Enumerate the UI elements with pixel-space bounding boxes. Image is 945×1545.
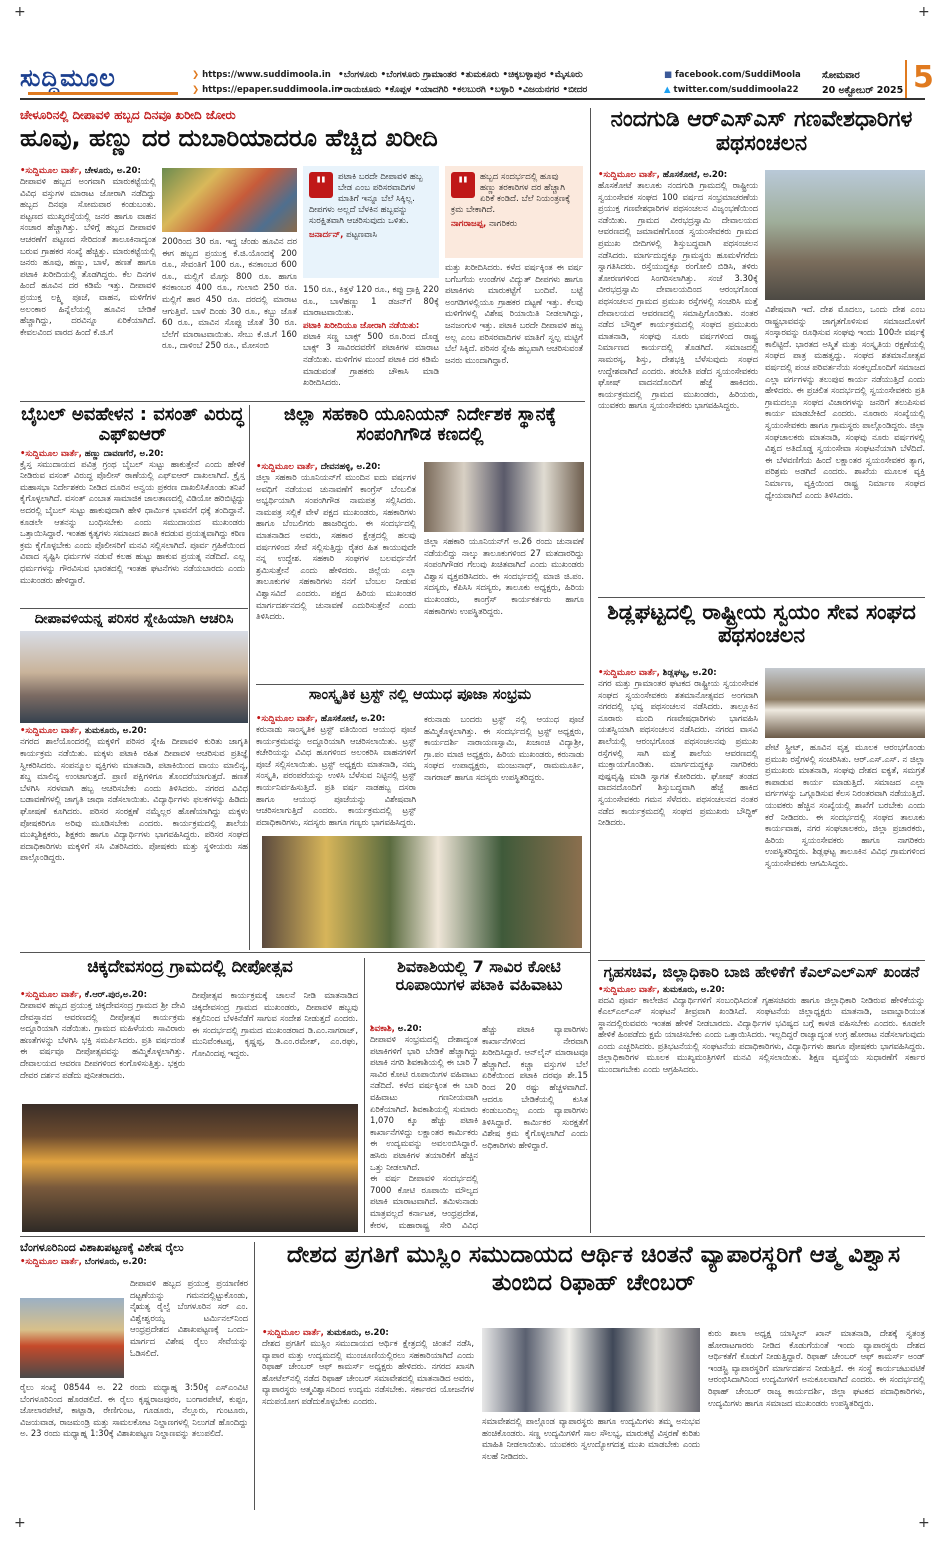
shidlaghatta-march-photo (765, 668, 925, 738)
article-nandagudi-rss (598, 108, 925, 168)
article-headline: ನಂದಗುಡಿ ಆರ್‌ಎಸ್‌ಎಸ್ ಗಣವೇಶಧಾರಿಗಳ ಪಥಸಂಚಲನ (610, 108, 913, 157)
edition-cities (338, 68, 587, 98)
quote-mark-icon: " (309, 172, 333, 198)
article-headline: ಶಿವಕಾಶಿಯಲ್ಲಿ 7 ಸಾವಿರ ಕೋಟಿ ರೂಪಾಯಿಗಳ ಪಟಾಕಿ ವಹಿವಾಟು (395, 958, 563, 994)
pull-quote-1 (303, 166, 439, 278)
article-flowers-column-2 (162, 236, 297, 396)
article-ayudha-column-2 (424, 714, 584, 834)
byline: •ಸುದ್ದಿಮೂಲ ವಾರ್ತೆ, ತುಮಕೂರು, ಅ.20: (598, 984, 725, 995)
dateline (822, 68, 903, 98)
byline: •ಸುದ್ದಿಮೂಲ ವಾರ್ತೆ, ತುಮಕೂರು, ಅ.20: (262, 1328, 389, 1338)
article-eco-deepavali (20, 612, 248, 948)
website-links (192, 68, 340, 98)
article-ayudha-pooja (256, 688, 584, 714)
article-body: ಜಿಲ್ಲಾ ಸಹಕಾರಿ ಯೂನಿಯನ್‌ಗೆ ಅ.26 ರಂದು ಚುನಾವಣೆ ನಡೆಯಲಿದ್ದು ನಾಲ್ಕು ತಾಲೂಕುಗಳಿಂದ 27 ಮತದಾರರಿದ್ದು ಸಂಪಂಗಿಗೌಡರ ಗೆಲುವು ಖಚಿತವಾಗಿದೆ ಎಂದು ಮುಖಂಡರು ವಿಶ್ವಾಸ ವ್ಯಕ್ತಪಡಿಸಿದರು. ಈ ಸಂದರ್ಭದಲ್ಲಿ ಮಾಜಿ ಜಿ.ಪಂ. ಸದಸ್ಯರು, ಕೆಪಿಸಿಸಿ ಸದಸ್ಯರು, ತಾಲೂಕು ಅಧ್ಯಕ್ಷರು, ಹಿರಿಯ ಮುಖಂಡರು, ಕಾಂಗ್ರೆಸ್ ಕಾರ್ಯಕರ್ತರು ಹಾಗೂ ಸಹಕಾರಿಗಳು ಉಪಸ್ಥಿತರಿದ್ದರು. (424, 536, 584, 616)
social-links (664, 68, 801, 98)
facebook-link[interactable]: facebook.com/SuddiMoola (675, 70, 801, 80)
article-subhead: ಪಟಾಕಿ ಖರೀದಿಯೂ ಜೋರಾಗಿ ನಡೆಯಿತು: (303, 320, 420, 331)
newspaper-logo: ಸುದ್ದಿಮೂಲ (20, 64, 116, 92)
column-rule (254, 1242, 255, 1510)
byline: •ಸುದ್ದಿಮೂಲ ವಾರ್ತೆ, ಬೆಂಗಳೂರು, ಅ.20: (20, 1257, 147, 1268)
article-sampangi-column-2 (424, 536, 584, 680)
globe-icon: ❯ (192, 70, 200, 80)
section-rule (256, 684, 584, 685)
article-body: ದೀಪಾವಳಿ ಹಬ್ಬದ ಪ್ರಯುಕ್ತ ಚಿಕ್ಕದೇವಸಂದ್ರ ಗ್ರಾಮದ ಶ್ರೀ ದೇವಿ ದೇವಸ್ಥಾನದ ಆವರಣದಲ್ಲಿ ದೀಪೋತ್ಸವ ಕಾರ್ಯಕ್ರಮ ಅದ್ದೂರಿಯಾಗಿ ನಡೆಯಿತು. ಗ್ರಾಮದ ಮಹಿಳೆಯರು ಸಾವಿರಾರು ಹಣತೆಗಳನ್ನು ಬೆಳಗಿಸಿ ಭಕ್ತಿ ಸಮರ್ಪಿಸಿದರು. ಪ್ರತಿ ವರ್ಷದಂತೆ ಈ ವರ್ಷವೂ ದೀಪೋತ್ಸವವನ್ನು ಹಮ್ಮಿಕೊಳ್ಳಲಾಗಿತ್ತು. ದೇವಾಲಯದ ಆವರಣ ದೀಪಗಳಿಂದ ಕಂಗೊಳಿಸುತ್ತಿತ್ತು. ಭಕ್ತರು ದೇವರ ದರ್ಶನ ಪಡೆದು ಪುನೀತರಾದರು. (20, 1000, 185, 1080)
article-bible-fir (20, 405, 245, 605)
article-headline: ಬೈಬಲ್ ಅವಹೇಳನ : ವಸಂತ್ ವಿರುದ್ಧ ಎಫ್‌ಐಆರ್ (21, 405, 244, 445)
byline: •ಸುದ್ದಿಮೂಲ ವಾರ್ತೆ, ದೇವನಹಳ್ಳಿ, ಅ.20: (256, 462, 381, 472)
article-ayudha-column-1 (256, 714, 416, 834)
column-rule (364, 958, 365, 1233)
article-body: ಕುರು ಶಾಲಾ ಅಧ್ಯಕ್ಷ ಯಾಸ್ಮೀನ್ ಖಾನ್ ಮಾತನಾಡಿ, ದೇಶಕ್ಕೆ ಸ್ವತಂತ್ರ ಹೋರಾಟಗಾರರು ನೀಡಿದ ಕೊಡುಗೆಯಂತೆ ಇಂದು ವ್ಯಾಪಾರಸ್ಥರು ದೇಶದ ಆರ್ಥಿಕತೆಗೆ ಕೊಡುಗೆ ನೀಡುತ್ತಿದ್ದಾರೆ. ರಿಫಾಹ್ ಚೇಂಬರ್ ಆಫ್ ಕಾಮರ್ಸ್ ಅಂಡ್ ಇಂಡಸ್ಟ್ರಿ ವ್ಯಾಪಾರಸ್ಥರಿಗೆ ಮಾರ್ಗದರ್ಶನ ನೀಡುತ್ತಿದೆ. ಈ ಸಂಸ್ಥೆ ಕಾರ್ಯಚಟುವಟಿಕೆ ಆರಂಭಿಸಿದಾಗಿನಿಂದ ಉದ್ಯಮಿಗಳಿಗೆ ಅನುಕೂಲವಾಗಿದೆ ಎಂದರು. ಈ ಸಂದರ್ಭದಲ್ಲಿ ರಿಫಾಹ್ ಚೇಂಬರ್ ರಾಜ್ಯ ಕಾರ್ಯದರ್ಶಿ, ಜಿಲ್ಲಾ ಘಟಕದ ಪದಾಧಿಕಾರಿಗಳು, ಉದ್ಯಮಿಗಳು ಹಾಗೂ ಸಮಾಜದ ಮುಖಂಡರು ಉಪಸ್ಥಿತರಿದ್ದರು. (708, 1328, 925, 1408)
article-body: ದೀಪಾವಳಿ ಹಬ್ಬದ ಅಂಗವಾಗಿ ಮಾರುಕಟ್ಟೆಯಲ್ಲಿ ವಿವಿಧ ವಸ್ತುಗಳ ಮಾರಾಟ ಜೋರಾಗಿ ನಡೆದಿದ್ದು ಹಬ್ಬದ ದಿನವೂ ಸೋಮವಾರ ಕಂಡುಬಂತು. ಪಟ್ಟಣದ ಮುಖ್ಯರಸ್ತೆಯಲ್ಲಿ ಜನರ ಹಾಗೂ ವಾಹನ ಸಂಚಾರ ಹೆಚ್ಚಾಗಿತ್ತು. ಬೆಳಿಗ್ಗೆ ಹಬ್ಬದ ದೀಪಾವಳಿ ಆಚರಣೆಗೆ ಪಟ್ಟಣದ ಸೇರಿದಂತೆ ತಾಲೂಕಿನಾದ್ಯಂತ ಬರುವ ಗ್ರಾಹಕರ ಸಂಖ್ಯೆ ಹೆಚ್ಚಿತ್ತು. ಮಾರುಕಟ್ಟೆಯಲ್ಲಿ ಜನರು ಹೂವು, ಹಣ್ಣು, ಬಾಳೆ, ಹಣತೆ ಹಾಗೂ ಪಟಾಕಿ ಖರೀದಿಯಲ್ಲಿ ತೊಡಗಿದ್ದರು. ಕೆಲ ದಿನಗಳ ಹಿಂದೆ ಹೂವಿನ ದರ ಕಡಿಮೆ ಇತ್ತು. ದೀಪಾವಳಿ ಪ್ರಯುಕ್ತ ಲಕ್ಷ್ಮಿ ಪೂಜೆ, ವಾಹನ, ಮಳಿಗೆಗಳ ಅಲಂಕಾರ ಹಿನ್ನೆಲೆಯಲ್ಲಿ ಹೂವಿನ ಬೇಡಿಕೆ ಹೆಚ್ಚಾಗಿದ್ದು, ದರವಿನ್ನೂ ಏರಿಕೆಯಾಗಿದೆ. ಕೇವಲವಿಂದ ವಾರದ ಹಿಂದೆ ಕೆ.ಜಿ.ಗೆ (20, 176, 156, 337)
quote-text: ಹಬ್ಬದ ಸಂದರ್ಭದಲ್ಲಿ ಹೂವು ಹಣ್ಣು ತರಕಾರಿಗಳ ದರ ಹೆಚ್ಚಾಗಿ ಏರಿಕೆ ಕಂಡಿದೆ. ಬೆಲೆ ನಿಯಂತ್ರಣಕ್ಕೆ ಕ್ರಮ ಬೇಕಾಗಿದೆ. (451, 172, 571, 215)
article-klls-condemn (598, 964, 925, 1232)
article-flowers-column-4 (445, 262, 583, 396)
article-headline: ಚಿಕ್ಕದೇವಸಂದ್ರ ಗ್ರಾಮದಲ್ಲಿ ದೀಪೋತ್ಸವ (87, 958, 293, 977)
article-shidlaghatta-rss (598, 601, 925, 667)
article-sampangi-column-1 (256, 462, 416, 680)
page-number: 5 (905, 60, 934, 98)
website-link[interactable]: https://www.suddimoola.in (202, 70, 331, 80)
market-photo (162, 168, 297, 232)
quote-mark-icon: " (451, 172, 475, 198)
article-body: ಸಮಾವೇಶದಲ್ಲಿ ಪಾಲ್ಗೊಂಡ ವ್ಯಾಪಾರಸ್ಥರು ಹಾಗೂ ಉದ್ಯಮಿಗಳು ತಮ್ಮ ಅನುಭವ ಹಂಚಿಕೊಂಡರು. ಸಣ್ಣ ಉದ್ಯಮಿಗಳಿಗೆ ಸಾಲ ಸೌಲಭ್ಯ, ಮಾರುಕಟ್ಟೆ ವಿಸ್ತರಣೆ ಕುರಿತು ಮಾಹಿತಿ ನೀಡಲಾಯಿತು. ಯುವಕರು ಸ್ವಉದ್ಯೋಗದತ್ತ ಮುಖ ಮಾಡಬೇಕು ಎಂದು ಸಲಹೆ ನೀಡಿದರು. (482, 1416, 700, 1461)
registration-mark-top-right: + (918, 4, 930, 20)
section-rule (598, 960, 925, 961)
quote-author-role: ಪಟ್ಟಣವಾಸಿ (346, 230, 378, 240)
article-body: ದೇಶದ ಪ್ರಗತಿಗೆ ಮುಸ್ಲಿಂ ಸಮುದಾಯದ ಆರ್ಥಿಕ ಕ್ಷೇತ್ರದಲ್ಲಿ ಚಿಂತನೆ ನಡೆಸಿ, ವ್ಯಾಪಾರ ಮತ್ತು ಉದ್ಯಮದಲ್ಲಿ ಮುಂಚೂಣಿಯಲ್ಲಿರಲು ಸಹಕಾರಿಯಾಗಿದೆ ಎಂದು ರಿಫಾಹ್ ಚೇಂಬರ್ ಆಫ್ ಕಾಮರ್ಸ್ ಅಧ್ಯಕ್ಷರು ಹೇಳಿದರು. ನಗರದ ಖಾಸಗಿ ಹೋಟೆಲ್‌ನಲ್ಲಿ ನಡೆದ ರಿಫಾಹ್ ಚೇಂಬರ್ ಸಮಾವೇಶದಲ್ಲಿ ಮಾತನಾಡಿದ ಅವರು, ವ್ಯಾಪಾರಸ್ಥರು ಆತ್ಮವಿಶ್ವಾಸದಿಂದ ಉದ್ಯಮ ನಡೆಸಬೇಕು. ಸರ್ಕಾರದ ಯೋಜನೆಗಳ ಸದುಪಯೋಗ ಪಡೆದುಕೊಳ್ಳಬೇಕು ಎಂದರು. (262, 1338, 474, 1406)
globe-icon: ❯ (192, 85, 200, 95)
article-shidlaghatta-column-2 (765, 742, 925, 958)
article-body: ವಿಶೇಷವಾಗಿ ಇದೆ. ದೇಶ ಮೊದಲು, ಒಂದು ದೇಶ ಎಂಬ ರಾಷ್ಟ್ರಭಾವವನ್ನು ಜಾಗೃತಗೊಳಿಸುವ ಸಮಾಜದೊಳಗೆ ಸಂಸ್ಕಾರವನ್ನು ರೂಢಿಸುವ ಸಂಘವು ಇಂದು 100ನೇ ವರ್ಷಕ್ಕೆ ಕಾಲಿಟ್ಟಿದೆ. ಭಾರತದ ಅಸ್ಮಿತೆ ಮತ್ತು ಸಂಸ್ಕೃತಿಯ ರಕ್ಷಣೆಯಲ್ಲಿ ಸಂಘದ ಪಾತ್ರ ಮಹತ್ವದ್ದು. ಸಂಘದ ಶತಮಾನೋತ್ಸವ ವರ್ಷದಲ್ಲಿ ಪಂಚ ಪರಿವರ್ತನೆಯ ಸಂಕಲ್ಪದೊಂದಿಗೆ ಸಮಾಜದ ಎಲ್ಲಾ ವರ್ಗಗಳನ್ನು ತಲುಪುವ ಕಾರ್ಯ ನಡೆಯುತ್ತಿದೆ ಎಂದು ಹೇಳಿದರು. ಈ ಪ್ರಚಲಿತ ಸಂದರ್ಭದಲ್ಲಿ ಸ್ವಯಂಸೇವಕರು ಪ್ರತಿ ಗ್ರಾಮದಲ್ಲೂ ಸಂಘದ ವಿಚಾರಗಳನ್ನು ಜನರಿಗೆ ತಲುಪಿಸುವ ಕಾರ್ಯ ಮಾಡಬೇಕಿದೆ ಎಂದರು. ನೂರಾರು ಸಂಖ್ಯೆಯಲ್ಲಿ ಸ್ವಯಂಸೇವಕರು ಹಾಗೂ ಗ್ರಾಮಸ್ಥರು ಪಾಲ್ಗೊಂಡಿದ್ದರು. ಜಿಲ್ಲಾ ಸಂಘಚಾಲಕರು ಮಾತನಾಡಿ, ಸಂಘವು ನೂರು ವರ್ಷಗಳಲ್ಲಿ ವಿಶ್ವದ ಅತಿದೊಡ್ಡ ಸ್ವಯಂಸೇವಾ ಸಂಘಟನೆಯಾಗಿ ಬೆಳೆದಿದೆ. ಈ ಬೆಳವಣಿಗೆಯ ಹಿಂದೆ ಲಕ್ಷಾಂತರ ಸ್ವಯಂಸೇವಕರ ತ್ಯಾಗ, ಪರಿಶ್ರಮ ಅಡಗಿದೆ ಎಂದರು. ಶಾಖೆಯ ಮೂಲಕ ವ್ಯಕ್ತಿ ನಿರ್ಮಾಣ, ವ್ಯಕ್ತಿಯಿಂದ ರಾಷ್ಟ್ರ ನಿರ್ಮಾಣ ಸಂಘದ ಧ್ಯೇಯವಾಗಿದೆ ಎಂದು ತಿಳಿಸಿದರು. (765, 304, 925, 500)
article-body: ಹೆಚ್ಚು ಪಟಾಕಿ ವ್ಯಾಪಾರಿಗಳು ಕಾರ್ಖಾನೆಗಳಿಂದ ನೇರವಾಗಿ ಖರೀದಿಸಿದ್ದಾರೆ. ಆನ್‌ಲೈನ್ ಮಾರಾಟವೂ ಹೆಚ್ಚಾಗಿದೆ. ಕಚ್ಚಾ ವಸ್ತುಗಳ ಬೆಲೆ ಏರಿಕೆಯಿಂದ ಪಟಾಕಿ ದರವೂ ಶೇ.15 ರಿಂದ 20 ರಷ್ಟು ಹೆಚ್ಚಳವಾಗಿದೆ. ಆದರೂ ಬೇಡಿಕೆಯಲ್ಲಿ ಕುಸಿತ ಕಂಡುಬಂದಿಲ್ಲ ಎಂದು ವ್ಯಾಪಾರಿಗಳು ತಿಳಿಸಿದ್ದಾರೆ. ಕಾರ್ಮಿಕರ ಸುರಕ್ಷತೆಗೆ ವಿಶೇಷ ಕ್ರಮ ಕೈಗೊಳ್ಳಲಾಗಿದೆ ಎಂದು ಅಧಿಕಾರಿಗಳು ಹೇಳಿದ್ದಾರೆ. (482, 1024, 588, 1150)
article-flowers-column-3 (303, 284, 439, 396)
quote-author: ಜನಾರ್ದನ್, (309, 230, 344, 240)
article-sampangi-gowda (256, 405, 584, 461)
twitter-link[interactable]: twitter.com/suddimoola22 (673, 85, 799, 95)
article-rifah-chamber (262, 1242, 925, 1322)
nomination-photo (424, 462, 584, 532)
article-shidlaghatta-column-1 (598, 668, 758, 958)
cities-row-1: •ಬೆಂಗಳೂರು •ಬೆಂಗಳೂರು ಗ್ರಾಮಾಂತರ •ತುಮಕೂರು •ಚಿಕ್ಕಬಳ್ಳಾಪುರ •ಮೈಸೂರು (338, 70, 583, 80)
article-headline: ಗೃಹಸಚಿವ, ಜಿಲ್ಲಾಧಿಕಾರಿ ಬಾಜಿ ಹೇಳಿಕೆಗೆ ಕೆಎಲ್‌ಎಲ್‌ಎಸ್ ಖಂಡನೆ (603, 964, 920, 981)
article-sivakasi (370, 958, 588, 1018)
article-rifah-column-1 (262, 1328, 474, 1510)
article-headline: ದೀಪಾವಳಿಯನ್ನ ಪರಿಸರ ಸ್ನೇಹಿಯಾಗಿ ಆಚರಿಸಿ (34, 612, 234, 627)
article-body: 200ರಿಂದ 30 ರೂ. ಇದ್ದ ಚೆಂಡು ಹೂವಿನ ದರ ಈಗ ಹಬ್ಬದ ಪ್ರಯುಕ್ತ ಕೆ.ಜಿ.ಯೊಂದಕ್ಕೆ 200 ರೂ., ಸೇವಂತಿಗೆ 100 ರೂ., ಕನಕಾಂಬರ 600 ರೂ., ಮಲ್ಲಿಗೆ ಮೊಗ್ಗು 800 ರೂ. ಹಾಗೂ ಕನಕಾಂಬರ 400 ರೂ., ಗುಲಾಬಿ 250 ರೂ. ಮಲ್ಲಿಗೆ ಹಾರ 450 ರೂ. ದರದಲ್ಲಿ ಮಾರಾಟ ಆಗುತ್ತಿವೆ. ಬಾಳೆ ದಿಂಡು 30 ರೂ., ಕಬ್ಬು ಜೊತೆ 60 ರೂ., ಮಾವಿನ ಸೊಪ್ಪು ಜೊತೆ 30 ರೂ. ಬೆಲೆಗೆ ಮಾರಾಟವಾಯಿತು. ಸೇಬು ಕೆ.ಜಿ.ಗೆ 160 ರೂ., ದಾಳಿಂಬೆ 250 ರೂ., ಮೋಸಂಬಿ (162, 236, 297, 351)
article-rifah-column-3 (708, 1328, 925, 1510)
rifah-chamber-photo (482, 1328, 700, 1412)
article-chikkadevasandra-column-1 (20, 990, 185, 1100)
article-chikkadevasandra-column-2 (192, 990, 358, 1100)
byline: •ಸುದ್ದಿಮೂಲ ವಾರ್ತೆ, ಚೇಳೂರು, ಅ.20: (20, 166, 141, 176)
section-rule (20, 608, 248, 609)
column-rule (249, 405, 250, 950)
section-rule (20, 952, 590, 953)
byline: •ಸುದ್ದಿಮೂಲ ವಾರ್ತೆ, ಕೆ.ಆರ್.ಪುರ,ಅ.20: (20, 990, 147, 1000)
article-sivakasi-column-1 (370, 1024, 478, 1232)
article-headline: ದೇಶದ ಪ್ರಗತಿಗೆ ಮುಸ್ಲಿಂ ಸಮುದಾಯದ ಆರ್ಥಿಕ ಚಿಂತನೆ ವ್ಯಾಪಾರಸ್ಥರಿಗೆ ಆತ್ಮ ವಿಶ್ವಾಸ ತುಂಬಿದ ರಿಫಾಹ್ ಚೇಂಬರ್ (286, 1242, 901, 1296)
students-photo (20, 631, 248, 723)
registration-mark-bottom-left: + (14, 1515, 26, 1531)
article-body: ದೀಪೋತ್ಸವ ಕಾರ್ಯಕ್ರಮಕ್ಕೆ ಚಾಲನೆ ನೀಡಿ ಮಾತನಾಡಿದ ಚಿಕ್ಕದೇವಸಂದ್ರ ಗ್ರಾಮದ ಮುಖಂಡರು, ದೀಪಾವಳಿ ಹಬ್ಬವು ಕತ್ತಲಿನಿಂದ ಬೆಳಕಿನೆಡೆಗೆ ಸಾಗುವ ಸಂದೇಶ ನೀಡುತ್ತದೆ ಎಂದರು. ಈ ಸಂದರ್ಭದಲ್ಲಿ ಗ್ರಾಮದ ಮುಖಂಡರಾದ ಡಿ.ಎಂ.ನಾಗರಾಜ್, ಮುನಿವೆಂಕಟಪ್ಪ, ಕೃಷ್ಣಪ್ಪ, ಡಿ.ಎಂ.ರಮೇಶ್, ಎಂ.ರಘು, ಗೋವಿಂದಪ್ಪ ಇದ್ದರು. (192, 990, 358, 1058)
article-body: ಕರುನಾಡು ಸಾಂಸ್ಕೃತಿಕ ಟ್ರಸ್ಟ್ ವತಿಯಿಂದ ಆಯುಧ ಪೂಜೆ ಕಾರ್ಯಕ್ರಮವನ್ನು ಅದ್ದೂರಿಯಾಗಿ ಆಚರಿಸಲಾಯಿತು. ಟ್ರಸ್ಟ್ ಕಚೇರಿಯನ್ನು ವಿವಿಧ ಹೂಗಳಿಂದ ಅಲಂಕರಿಸಿ ವಾಹನಗಳಿಗೆ ಪೂಜೆ ಸಲ್ಲಿಸಲಾಯಿತು. ಟ್ರಸ್ಟ್ ಅಧ್ಯಕ್ಷರು ಮಾತನಾಡಿ, ನಮ್ಮ ಸಂಸ್ಕೃತಿ, ಪರಂಪರೆಯನ್ನು ಉಳಿಸಿ ಬೆಳೆಸುವ ನಿಟ್ಟಿನಲ್ಲಿ ಟ್ರಸ್ಟ್ ಕಾರ್ಯನಿರ್ವಹಿಸುತ್ತಿದೆ. ಪ್ರತಿ ವರ್ಷ ನಾಡಹಬ್ಬ ದಸರಾ ಹಾಗೂ ಆಯುಧ ಪೂಜೆಯನ್ನು ವಿಶೇಷವಾಗಿ ಆಚರಿಸಲಾಗುತ್ತಿದೆ ಎಂದರು. ಕಾರ್ಯಕ್ರಮದಲ್ಲಿ ಟ್ರಸ್ಟ್ ಪದಾಧಿಕಾರಿಗಳು, ಸದಸ್ಯರು ಹಾಗೂ ಗಣ್ಯರು ಭಾಗವಹಿಸಿದ್ದರು. (256, 724, 416, 827)
article-headline: ಹೂವು, ಹಣ್ಣು ದರ ದುಬಾರಿಯಾದರೂ ಹೆಚ್ಚಿದ ಖರೀದಿ (20, 124, 438, 152)
article-body: ಪೇಟೆ ಸ್ಟ್ರೀಟ್, ಹೂವಿನ ವೃತ್ತ ಮೂಲಕ ಆರಂಭಗೊಂಡು ಪ್ರಮುಖ ರಸ್ತೆಗಳಲ್ಲಿ ಸಂಚರಿಸಿತು. ಆರ್.ಎಸ್.ಎಸ್. ನ ಜಿಲ್ಲಾ ಪ್ರಮುಖರು ಮಾತನಾಡಿ, ಸಂಘವು ದೇಶದ ಐಕ್ಯತೆ, ಸಮಗ್ರತೆ ಕಾಪಾಡುವ ಕಾರ್ಯ ಮಾಡುತ್ತಿದೆ. ಸಮಾಜದ ಎಲ್ಲಾ ವರ್ಗಗಳನ್ನು ಒಗ್ಗೂಡಿಸುವ ಕೆಲಸ ನಿರಂತರವಾಗಿ ನಡೆಯುತ್ತಿದೆ. ಯುವಕರು ಹೆಚ್ಚಿನ ಸಂಖ್ಯೆಯಲ್ಲಿ ಶಾಖೆಗೆ ಬರಬೇಕು ಎಂದು ಕರೆ ನೀಡಿದರು. ಈ ಸಂದರ್ಭದಲ್ಲಿ ಸಂಘದ ತಾಲೂಕು ಕಾರ್ಯವಾಹ, ನಗರ ಸಂಘಚಾಲಕರು, ಜಿಲ್ಲಾ ಪ್ರಚಾರಕರು, ಹಿರಿಯ ಸ್ವಯಂಸೇವಕರು ಹಾಗೂ ನಾಗರಿಕರು ಉಪಸ್ಥಿತರಿದ್ದರು. ಶಿಡ್ಲಘಟ್ಟ ತಾಲೂಕಿನ ವಿವಿಧ ಗ್ರಾಮಗಳಿಂದ ಸ್ವಯಂಸೇವಕರು ಆಗಮಿಸಿದ್ದರು. (765, 742, 925, 868)
quote-text: ಪಟಾಕಿ ಬರದೇ ದೀಪಾವಳಿ ಹಬ್ಬ ಬೇಡ ಎಂಬ ಪರಿಸರವಾದಿಗಳ ಮಾತಿಗೆ ಇನ್ನೂ ಬೆಲೆ ಸಿಕ್ಕಿಲ್ಲ. ದೀಪಗಳು ಅಲ್ಲದೆ ಬೆಳಕಿನ ಹಬ್ಬವನ್ನು ಸುರಕ್ಷಿತವಾಗಿ ಆಚರಿಸುವುದು ಒಳಿತು. (309, 172, 423, 226)
article-headline: ಜಿಲ್ಲಾ ಸಹಕಾರಿ ಯೂನಿಯನ್ ನಿರ್ದೇಶಕ ಸ್ಥಾನಕ್ಕೆ ಸಂಪಂಗಿಗೌಡ ಕಣದಲ್ಲಿ (283, 405, 557, 445)
section-rule (598, 597, 925, 598)
article-body: ಜಿಲ್ಲಾ ಸಹಕಾರಿ ಯೂನಿಯನ್‌ಗೆ ಮುಂದಿನ ಐದು ವರ್ಷಗಳ ಅವಧಿಗೆ ನಡೆಯುವ ಚುನಾವಣೆಗೆ ಕಾಂಗ್ರೆಸ್ ಬೆಂಬಲಿತ ಅಭ್ಯರ್ಥಿಯಾಗಿ ಸಂಪಂಗಿಗೌಡ ನಾಮಪತ್ರ ಸಲ್ಲಿಸಿದರು. ನಾಮಪತ್ರ ಸಲ್ಲಿಕೆ ವೇಳೆ ಪಕ್ಷದ ಮುಖಂಡರು, ಸಹಕಾರಿಗಳು ಹಾಗೂ ಬೆಂಬಲಿಗರು ಹಾಜರಿದ್ದರು. ಈ ಸಂದರ್ಭದಲ್ಲಿ ಮಾತನಾಡಿದ ಅವರು, ಸಹಕಾರ ಕ್ಷೇತ್ರದಲ್ಲಿ ಹಲವು ವರ್ಷಗಳಿಂದ ಸೇವೆ ಸಲ್ಲಿಸುತ್ತಿದ್ದು ರೈತರ ಹಿತ ಕಾಯುವುದೇ ನನ್ನ ಉದ್ದೇಶ. ಸಹಕಾರಿ ಸಂಘಗಳ ಬಲವರ್ಧನೆಗೆ ಶ್ರಮಿಸುತ್ತೇನೆ ಎಂದು ಹೇಳಿದರು. ಜಿಲ್ಲೆಯ ಎಲ್ಲಾ ತಾಲೂಕುಗಳ ಸಹಕಾರಿಗಳು ನನಗೆ ಬೆಂಬಲ ನೀಡುವ ವಿಶ್ವಾಸವಿದೆ ಎಂದರು. ಪಕ್ಷದ ಹಿರಿಯ ಮುಖಂಡರ ಮಾರ್ಗದರ್ಶನದಲ್ಲಿ ಚುನಾವಣೆ ಎದುರಿಸುತ್ತೇನೆ ಎಂದು ತಿಳಿಸಿದರು. (256, 472, 416, 622)
article-body: ಪದವಿ ಪೂರ್ವ ಕಾಲೇಜಿನ ವಿದ್ಯಾರ್ಥಿಗಳಿಗೆ ಸಂಬಂಧಿಸಿದಂತೆ ಗೃಹಸಚಿವರು ಹಾಗೂ ಜಿಲ್ಲಾಧಿಕಾರಿ ನೀಡಿರುವ ಹೇಳಿಕೆಯನ್ನು ಕೆಎಲ್‌ಎಲ್‌ಎಸ್ ಸಂಘಟನೆ ತೀವ್ರವಾಗಿ ಖಂಡಿಸಿದೆ. ಸಂಘಟನೆಯ ಜಿಲ್ಲಾಧ್ಯಕ್ಷರು ಮಾತನಾಡಿ, ಜವಾಬ್ದಾರಿಯುತ ಸ್ಥಾನದಲ್ಲಿರುವವರು ಇಂತಹ ಹೇಳಿಕೆ ನೀಡಬಾರದು. ವಿದ್ಯಾರ್ಥಿಗಳ ಭವಿಷ್ಯದ ಬಗ್ಗೆ ಕಾಳಜಿ ವಹಿಸಬೇಕು ಎಂದರು. ಕೂಡಲೇ ಹೇಳಿಕೆ ಹಿಂಪಡೆದು ಕ್ಷಮೆ ಯಾಚಿಸಬೇಕು ಎಂದು ಒತ್ತಾಯಿಸಿದರು. ಇಲ್ಲದಿದ್ದರೆ ರಾಜ್ಯಾದ್ಯಂತ ಉಗ್ರ ಹೋರಾಟ ನಡೆಸಲಾಗುವುದು ಎಂದು ಎಚ್ಚರಿಸಿದರು. ಪ್ರತಿಭಟನೆಯಲ್ಲಿ ಸಂಘಟನೆಯ ಪದಾಧಿಕಾರಿಗಳು, ವಿದ್ಯಾರ್ಥಿಗಳು ಹಾಗೂ ಪೋಷಕರು ಭಾಗವಹಿಸಿದ್ದರು. ಜಿಲ್ಲಾಧಿಕಾರಿಗಳ ಮೂಲಕ ಮುಖ್ಯಮಂತ್ರಿಗಳಿಗೆ ಮನವಿ ಸಲ್ಲಿಸಲಾಯಿತು. ಶಿಕ್ಷಣ ವ್ಯವಸ್ಥೆಯ ಸುಧಾರಣೆಗೆ ಸರ್ಕಾರ ಮುಂದಾಗಬೇಕು ಎಂದು ಆಗ್ರಹಿಸಿದರು. (598, 994, 925, 1075)
article-chikkadevasandra (20, 958, 360, 986)
registration-mark-top-left: + (14, 4, 26, 20)
article-body: ಈ ವರ್ಷ ದೀಪಾವಳಿ ಸಂದರ್ಭದಲ್ಲಿ 7000 ಕೋಟಿ ರೂಪಾಯಿ ಮೌಲ್ಯದ ಪಟಾಕಿ ಮಾರಾಟವಾಗಿದೆ. ತಮಿಳುನಾಡು ಮಾತ್ರವಲ್ಲದೆ ಕರ್ನಾಟಕ, ಆಂಧ್ರಪ್ರದೇಶ, ಕೇರಳ, ಮಹಾರಾಷ್ಟ್ರ ಸೇರಿ ವಿವಿಧ (370, 1173, 478, 1230)
masthead (20, 60, 934, 100)
weekday: ಸೋಮವಾರ (822, 70, 860, 81)
article-body: ಪಟಾಕಿ ಸಣ್ಣ ಬಾಕ್ಸ್ 500 ರೂ.ರಿಂದ ದೊಡ್ಡ ಬಾಕ್ಸ್ 3 ಸಾವಿರದವರೆಗೆ ಪಟಾಕಿಗಳ ಮಾರಾಟ ನಡೆಯಿತು. ಮಳಿಗೆಗಳ ಮುಂದೆ ಪಟಾಕಿ ದರ ಕಡಿಮೆ ಮಾಡುವಂತೆ ಗ್ರಾಹಕರು ಚೌಕಾಸಿ ಮಾಡಿ ಖರೀದಿಸಿದರು. (303, 330, 439, 388)
article-body: ನಗರ ಮತ್ತು ಗ್ರಾಮಾಂತರ ಘಟಕದ ರಾಷ್ಟ್ರೀಯ ಸ್ವಯಂಸೇವಕ ಸಂಘದ ಸ್ವಯಂಸೇವಕರು ಶತಮಾನೋತ್ಸವದ ಅಂಗವಾಗಿ ನಗರದಲ್ಲಿ ಭವ್ಯ ಪಥಸಂಚಲನ ನಡೆಸಿದರು. ತಾಲ್ಲೂಕಿನ ನೂರಾರು ಮಂದಿ ಗಣವೇಷಧಾರಿಗಳು ಭಾಗವಹಿಸಿ ಯಶಸ್ವಿಯಾಗಿ ಪಥಸಂಚಲನ ನಡೆಸಿದರು. ನಗರದ ವಾಸವಿ ಶಾಲೆಯಲ್ಲಿ ಆರಂಭಗೊಂಡ ಪಥಸಂಚಲನವು ಪ್ರಮುಖ ರಸ್ತೆಗಳಲ್ಲಿ ಸಾಗಿ ಮತ್ತೆ ಶಾಲೆಯ ಆವರಣದಲ್ಲಿ ಮುಕ್ತಾಯಗೊಂಡಿತು. ಮಾರ್ಗದುದ್ದಕ್ಕೂ ನಾಗರಿಕರು ಪುಷ್ಪವೃಷ್ಟಿ ಮಾಡಿ ಸ್ವಾಗತ ಕೋರಿದರು. ಘೋಷ್ ತಂಡದ ವಾದನದೊಂದಿಗೆ ಶಿಸ್ತುಬದ್ಧವಾಗಿ ಹೆಜ್ಜೆ ಹಾಕಿದ ಸ್ವಯಂಸೇವಕರು ಗಮನ ಸೆಳೆದರು. ಪಥಸಂಚಲನದ ನಂತರ ನಡೆದ ಕಾರ್ಯಕ್ರಮದಲ್ಲಿ ಸಂಘದ ಪ್ರಮುಖರು ಬೌದ್ಧಿಕ್ ನೀಡಿದರು. (598, 678, 758, 828)
article-rifah-column-2 (482, 1416, 700, 1510)
registration-mark-bottom-right: + (918, 1515, 930, 1531)
article-kicker: ಚೇಳೂರಿನಲ್ಲಿ ದೀಪಾವಳಿ ಹಬ್ಬದ ದಿನವೂ ಖರೀದಿ ಜೋರು (20, 108, 236, 122)
article-body: ಕರುನಾಡು ಬಂದರು ಟ್ರಸ್ಟ್ ನಲ್ಲಿ ಆಯುಧ ಪೂಜೆ ಹಮ್ಮಿಕೊಳ್ಳಲಾಗಿತ್ತು. ಈ ಸಂದರ್ಭದಲ್ಲಿ ಟ್ರಸ್ಟ್ ಅಧ್ಯಕ್ಷರು, ಕಾರ್ಯದರ್ಶಿ ನಾರಾಯಣಸ್ವಾಮಿ, ಖಜಾಂಚಿ ವಿದ್ಯಾಶ್ರೀ, ಗ್ರಾ.ಪಂ ಮಾಜಿ ಅಧ್ಯಕ್ಷರು, ಹಿರಿಯ ಮುಖಂಡರು, ಕರುನಾಡು ಸಂಘದ ಉಪಾಧ್ಯಕ್ಷರು, ಮಂಜುನಾಥ್, ರಾಮಮೂರ್ತಿ, ನಾಗರಾಜ್ ಹಾಗೂ ಸದಸ್ಯರು ಉಪಸ್ಥಿತರಿದ್ದರು. (424, 714, 584, 782)
article-train-column-2 (20, 1382, 248, 1510)
article-headline: ಬೆಂಗಳೂರಿನಿಂದ ವಿಶಾಖಪಟ್ಟಣಕ್ಕೆ ವಿಶೇಷ ರೈಲು (20, 1242, 184, 1254)
quote-author: ನಾಗರಾಜಪ್ಪ, (451, 219, 487, 229)
byline: •ಸುದ್ದಿಮೂಲ ವಾರ್ತೆ, ಶಿಡ್ಲಘಟ್ಟ, ಅ.20: (598, 668, 717, 678)
article-body: ದೀಪಾವಳಿ ಹಬ್ಬದ ಪ್ರಯುಕ್ತ ಪ್ರಯಾಣಿಕರ ದಟ್ಟಣೆಯನ್ನು ಗಮನದಲ್ಲಿಟ್ಟುಕೊಂಡು, ನೈಋತ್ಯ ರೈಲ್ವೆ ಬೆಂಗಳೂರಿನ ಸರ್ ಎಂ. ವಿಶ್ವೇಶ್ವರಯ್ಯ ಟರ್ಮಿನಲ್‌ನಿಂದ ಆಂಧ್ರಪ್ರದೇಶದ ವಿಶಾಖಪಟ್ಟಣಕ್ಕೆ ಒಂದು-ಮಾರ್ಗದ ವಿಶೇಷ ರೈಲು ಸೇವೆಯನ್ನು ಓಡಿಸಲಿದೆ. (130, 1278, 248, 1358)
article-body: ಮತ್ತು ಖರೀದಿಸಿದರು. ಕಳೆದ ವರ್ಷಕ್ಕಿಂತ ಈ ವರ್ಷ ಬಗೆಬಗೆಯ ಉಂಡೆಗಳ ವಿದ್ಯುತ್ ದೀಪಗಳು ಹಾಗೂ ಪಟಾಕಿಗಳು ಮಾರುಕಟ್ಟೆಗೆ ಬಂದಿವೆ. ಬಟ್ಟೆ ಅಂಗಡಿಗಳಲ್ಲಿಯೂ ಗ್ರಾಹಕರ ದಟ್ಟಣೆ ಇತ್ತು. ಕೆಲವು ಮಳಿಗೆಗಳಲ್ಲಿ ವಿಶೇಷ ರಿಯಾಯಿತಿ ನೀಡಲಾಗಿದ್ದು, ಜನಜಂಗುಳಿ ಇತ್ತು. ಪಟಾಕಿ ಬರದೇ ದೀಪಾವಳಿ ಹಬ್ಬ ಅಲ್ಲ ಎಂಬ ಪರಿಸರವಾದಿಗಳ ಮಾತಿಗೆ ಸ್ವಲ್ಪ ಮಟ್ಟಿಗೆ ಬೆಲೆ ಸಿಕ್ಕಿದೆ. ಪರಿಸರ ಸ್ನೇಹಿ ಹಬ್ಬವಾಗಿ ಆಚರಿಸುವಂತೆ ಜನರು ಮುಂದಾಗಿದ್ದಾರೆ. (445, 262, 583, 365)
epaper-link[interactable]: https://epaper.suddimoola.in (202, 85, 341, 95)
article-flowers-column-1 (20, 166, 156, 396)
article-headline: ಸಾಂಸ್ಕೃತಿಕ ಟ್ರಸ್ಟ್ ನಲ್ಲಿ ಆಯುಧ ಪೂಜಾ ಸಂಭ್ರಮ (308, 688, 532, 703)
article-body: 150 ರೂ., ಕಿತ್ತಳೆ 120 ರೂ., ಕಪ್ಪು ದ್ರಾಕ್ಷಿ 220 ರೂ., ಬಾಳೆಹಣ್ಣು 1 ಡಜನ್‌ಗೆ 80ಕ್ಕೆ ಮಾರಾಟವಾಯಿತು. (303, 284, 439, 318)
issue-date: 20 ಅಕ್ಟೋಬರ್ 2025 (822, 85, 904, 96)
rss-march-photo (765, 170, 925, 300)
column-rule (590, 108, 591, 1233)
article-body: ಹೊಸಕೋಟೆ ತಾಲೂಕು ನಂದಗುಡಿ ಗ್ರಾಮದಲ್ಲಿ ರಾಷ್ಟ್ರೀಯ ಸ್ವಯಂಸೇವಕ ಸಂಘದ 100 ವರ್ಷದ ಸಂಭ್ರಮಾಚರಣೆಯ ಪ್ರಯುಕ್ತ ಗಣವೇಶಧಾರಿಗಳ ಪಥಸಂಚಲನ ವಿಜೃಂಭಣೆಯಿಂದ ನಡೆಯಿತು. ಗ್ರಾಮದ ವೀರಭದ್ರಸ್ವಾಮಿ ದೇವಾಲಯದ ಆವರಣದಲ್ಲಿ ಜಮಾವಣೆಗೊಂಡ ಸ್ವಯಂಸೇವಕರು ಗ್ರಾಮದ ಪ್ರಮುಖ ಬೀದಿಗಳಲ್ಲಿ ಶಿಸ್ತುಬದ್ಧವಾಗಿ ಪಥಸಂಚಲನ ನಡೆಸಿದರು. ಮಾರ್ಗದುದ್ದಕ್ಕೂ ಗ್ರಾಮಸ್ಥರು ಹೂಮಳೆಗರೆದು ಸ್ವಾಗತಿಸಿದರು. ರಸ್ತೆಯುದ್ದಕ್ಕೂ ರಂಗೋಲಿ ಬಿಡಿಸಿ, ತಳಿರು ತೋರಣಗಳಿಂದ ಸಿಂಗರಿಸಲಾಗಿತ್ತು. ಸಂಜೆ 3.30ಕ್ಕೆ ವೀರಭದ್ರಸ್ವಾಮಿ ದೇವಾಲಯದಿಂದ ಆರಂಭಗೊಂಡ ಪಥಸಂಚಲನ ಗ್ರಾಮದ ಪ್ರಮುಖ ರಸ್ತೆಗಳಲ್ಲಿ ಸಂಚರಿಸಿ ಮತ್ತೆ ದೇವಾಲಯದ ಆವರಣದಲ್ಲಿ ಸಮಾಪ್ತಿಗೊಂಡಿತು. ನಂತರ ನಡೆದ ಬೌದ್ಧಿಕ್ ಕಾರ್ಯಕ್ರಮದಲ್ಲಿ ಸಂಘದ ಪ್ರಮುಖರು ಮಾತನಾಡಿ, ಸಂಘವು ನೂರು ವರ್ಷಗಳಿಂದ ರಾಷ್ಟ್ರ ನಿರ್ಮಾಣದ ಕಾರ್ಯದಲ್ಲಿ ತೊಡಗಿದೆ. ಸಮಾಜದಲ್ಲಿ ಸಾಮರಸ್ಯ, ಶಿಸ್ತು, ದೇಶಭಕ್ತಿ ಬೆಳೆಸುವುದು ಸಂಘದ ಉದ್ದೇಶವಾಗಿದೆ ಎಂದರು. ತರಬೇತಿ ಪಡೆದ ಸ್ವಯಂಸೇವಕರು ಘೋಷ್ ವಾದನದೊಂದಿಗೆ ಹೆಜ್ಜೆ ಹಾಕಿದರು. ಕಾರ್ಯಕ್ರಮದಲ್ಲಿ ಗ್ರಾಮದ ಮುಖಂಡರು, ಹಿರಿಯರು, ಯುವಕರು ಹಾಗೂ ಸ್ವಯಂಸೇವಕರು ಭಾಗವಹಿಸಿದ್ದರು. (598, 180, 758, 411)
byline: •ಸುದ್ದಿಮೂಲ ವಾರ್ತೆ, ಹೊಸಕೋಟೆ, ಅ.20: (598, 170, 728, 180)
cities-row-2: •ರಾಯಚೂರು •ಕೊಪ್ಪಳ •ಯಾದಗಿರಿ •ಕಲಬುರಗಿ •ಬಳ್ಳಾರಿ •ವಿಜಯನಗರ •ಬೀದರ (338, 85, 588, 95)
twitter-icon: ▲ (664, 85, 671, 95)
logo-underline (28, 92, 178, 95)
article-body: ದೀಪಾವಳಿ ಸಂಭ್ರಮದಲ್ಲಿ ದೇಶಾದ್ಯಂತ ಪಟಾಕಿಗಳಿಗೆ ಭಾರಿ ಬೇಡಿಕೆ ಹೆಚ್ಚಾಗಿದ್ದು ಪಟಾಕಿ ನಗರಿ ಶಿವಕಾಶಿಯಲ್ಲಿ ಈ ಬಾರಿ 7 ಸಾವಿರ ಕೋಟಿ ರೂಪಾಯಿಗಳ ವಹಿವಾಟು ನಡೆದಿದೆ. ಕಳೆದ ವರ್ಷಕ್ಕಿಂತ ಈ ಬಾರಿ ವಹಿವಾಟು ಗಣನೀಯವಾಗಿ ಏರಿಕೆಯಾಗಿದೆ. ಶಿವಕಾಶಿಯಲ್ಲಿ ಸುಮಾರು 1,070 ಕ್ಕೂ ಹೆಚ್ಚು ಪಟಾಕಿ ಕಾರ್ಖಾನೆಗಳಿದ್ದು ಲಕ್ಷಾಂತರ ಕಾರ್ಮಿಕರು ಈ ಉದ್ಯಮವನ್ನು ಅವಲಂಬಿಸಿದ್ದಾರೆ. ಹಸಿರು ಪಟಾಕಿಗಳ ತಯಾರಿಕೆಗೆ ಹೆಚ್ಚಿನ ಒತ್ತು ನೀಡಲಾಗಿದೆ. (370, 1034, 478, 1172)
byline: •ಸುದ್ದಿಮೂಲ ವಾರ್ತೆ, ತುಮಕೂರು, ಅ.20: (20, 726, 147, 737)
facebook-icon: ■ (664, 70, 673, 80)
article-body: ಕ್ರೈಸ್ತ ಸಮುದಾಯದ ಪವಿತ್ರ ಗ್ರಂಥ ಬೈಬಲ್ ಸುಟ್ಟು ಹಾಕುತ್ತೇನೆ ಎಂದು ಹೇಳಿಕೆ ನೀಡಿರುವ ವಸಂತ್ ವಿರುದ್ಧ ಪೊಲೀಸ್ ಠಾಣೆಯಲ್ಲಿ ಎಫ್‌ಐಆರ್ ದಾಖಲಾಗಿದೆ. ಕ್ರೈಸ್ತ ಮಹಾಸಭಾ ನಿರ್ದೇಶಕರು ನೀಡಿದ ದೂರಿನ ಅನ್ವಯ ಪ್ರಕರಣ ದಾಖಲಿಸಿಕೊಂಡು ತನಿಖೆ ಕೈಗೊಳ್ಳಲಾಗಿದೆ. ವಸಂತ್ ಎಂಬಾತ ಸಾಮಾಜಿಕ ಜಾಲತಾಣದಲ್ಲಿ ವಿಡಿಯೋ ಹರಿಬಿಟ್ಟಿದ್ದು ಅದರಲ್ಲಿ ಬೈಬಲ್ ಸುಟ್ಟು ಹಾಕುವುದಾಗಿ ಹೇಳಿ ಧಾರ್ಮಿಕ ಭಾವನೆಗೆ ಧಕ್ಕೆ ತಂದಿದ್ದಾನೆ. ಕೂಡಲೇ ಆತನನ್ನು ಬಂಧಿಸಬೇಕು ಎಂದು ಸಮುದಾಯದ ಮುಖಂಡರು ಒತ್ತಾಯಿಸಿದ್ದಾರೆ. ಇಂತಹ ಕೃತ್ಯಗಳು ಸಮಾಜದ ಶಾಂತಿ ಕದಡುವ ಪ್ರಯತ್ನವಾಗಿದ್ದು ಕಠಿಣ ಕ್ರಮ ಕೈಗೊಳ್ಳಬೇಕು ಎಂದು ಪೊಲೀಸರಿಗೆ ಮನವಿ ಸಲ್ಲಿಸಲಾಗಿದೆ. ಪೂರ್ವ ಗ್ರಹಿಕೆಯಿಂದ ವಿವಾದ ಸೃಷ್ಟಿಸಿ ಧರ್ಮಗಳ ನಡುವೆ ಕಲಹ ಹುಟ್ಟು ಹಾಕುವ ಪ್ರಯತ್ನ ನಡೆದಿದೆ. ಎಲ್ಲ ಧರ್ಮಗಳನ್ನು ಗೌರವಿಸುವ ಭಾರತದಲ್ಲಿ ಇಂತಹ ಘಟನೆಗಳು ನಡೆಯಬಾರದು ಎಂದು ಮುಖಂಡರು ಹೇಳಿದ್ದಾರೆ. (20, 458, 245, 585)
article-nandagudi-column-2 (765, 304, 925, 595)
article-sivakasi-column-2 (482, 1024, 588, 1232)
quote-author-role: ನಾಗರಿಕರು (489, 219, 518, 229)
article-nandagudi-column-1 (598, 170, 758, 595)
deepotsava-photo (22, 1104, 358, 1232)
section-rule (20, 401, 585, 402)
article-body: ನಗರದ ಶಾಲೆಯೊಂದರಲ್ಲಿ ಮಕ್ಕಳಿಗೆ ಪರಿಸರ ಸ್ನೇಹಿ ದೀಪಾವಳಿ ಕುರಿತು ಜಾಗೃತಿ ಕಾರ್ಯಕ್ರಮ ನಡೆಯಿತು. ಮಕ್ಕಳು ಪಟಾಕಿ ರಹಿತ ದೀಪಾವಳಿ ಆಚರಿಸುವ ಪ್ರತಿಜ್ಞೆ ಸ್ವೀಕರಿಸಿದರು. ಸಂಪನ್ಮೂಲ ವ್ಯಕ್ತಿಗಳು ಮಾತನಾಡಿ, ಪಟಾಕಿಯಿಂದ ವಾಯು ಮಾಲಿನ್ಯ, ಶಬ್ದ ಮಾಲಿನ್ಯ ಉಂಟಾಗುತ್ತದೆ. ಪ್ರಾಣಿ ಪಕ್ಷಿಗಳಿಗೂ ತೊಂದರೆಯಾಗುತ್ತದೆ. ಹಣತೆ ಬೆಳಗಿಸಿ ಸರಳವಾಗಿ ಹಬ್ಬ ಆಚರಿಸಬೇಕು ಎಂದು ತಿಳಿಸಿದರು. ನಗರದ ವಿವಿಧ ಬಡಾವಣೆಗಳಲ್ಲಿ ಜಾಗೃತಿ ಜಾಥಾ ನಡೆಸಲಾಯಿತು. ವಿದ್ಯಾರ್ಥಿಗಳು ಫಲಕಗಳನ್ನು ಹಿಡಿದು ಘೋಷಣೆ ಕೂಗಿದರು. ಪರಿಸರ ಸಂರಕ್ಷಣೆ ನಮ್ಮೆಲ್ಲರ ಹೊಣೆಯಾಗಿದ್ದು ಮಕ್ಕಳು ಪೋಷಕರಿಗೂ ಅರಿವು ಮೂಡಿಸಬೇಕು ಎಂದರು. ಕಾರ್ಯಕ್ರಮದಲ್ಲಿ ಶಾಲೆಯ ಮುಖ್ಯಶಿಕ್ಷಕರು, ಶಿಕ್ಷಕರು ಹಾಗೂ ವಿದ್ಯಾರ್ಥಿಗಳು ಭಾಗವಹಿಸಿದ್ದರು. ಪರಿಸರ ಸಂಘದ ಪದಾಧಿಕಾರಿಗಳು ಮಕ್ಕಳಿಗೆ ಸಸಿ ವಿತರಿಸಿದರು. ಪೋಷಕರು ಮತ್ತು ಸ್ಥಳೀಯರು ಸಹ ಪಾಲ್ಗೊಂಡಿದ್ದರು. (20, 736, 248, 863)
ayudha-pooja-photo (262, 836, 582, 948)
article-body: ರೈಲು ಸಂಖ್ಯೆ 08544 ಅ. 22 ರಂದು ಮಧ್ಯಾಹ್ನ 3:50ಕ್ಕೆ ಎಸ್‌ಎಂವಿಟಿ ಬೆಂಗಳೂರಿನಿಂದ ಹೊರಡಲಿದೆ. ಈ ರೈಲು ಕೃಷ್ಣರಾಜಪುರಂ, ಬಂಗಾರಪೇಟೆ, ಕುಪ್ಪಂ, ಜೋಲಾರಪೇಟೆ, ಕಾಟ್ಪಾಡಿ, ರೇಣಿಗುಂಟ, ಗೂಡೂರು, ನೆಲ್ಲೂರು, ಗುಂಟೂರು, ವಿಜಯವಾಡ, ರಾಜಮಂಡ್ರಿ ಮತ್ತು ಸಾಮಲಕೋಟ ನಿಲ್ದಾಣಗಳಲ್ಲಿ ನಿಲುಗಡೆ ಹೊಂದಿದ್ದು ಅ. 23 ರಂದು ಮಧ್ಯಾಹ್ನ 1:30ಕ್ಕೆ ವಿಶಾಖಪಟ್ಟಣ ನಿಲ್ದಾಣವನ್ನು ತಲುಪಲಿದೆ. (20, 1382, 248, 1439)
section-rule (20, 1236, 925, 1237)
byline: •ಸುದ್ದಿಮೂಲ ವಾರ್ತೆ, ಹೊಸಕೋಟೆ, ಅ.20: (256, 714, 386, 724)
byline: ಶಿವಕಾಶಿ, ಅ.20: (370, 1024, 422, 1034)
article-headline: ಶಿಡ್ಲಘಟ್ಟದಲ್ಲಿ ರಾಷ್ಟ್ರೀಯ ಸ್ವಯಂ ಸೇವ ಸಂಘದ ಪಥಸಂಚಲನ (607, 601, 916, 648)
article-train-column-1 (130, 1278, 248, 1378)
train-photo (20, 1298, 124, 1378)
pull-quote-2 (445, 166, 583, 258)
byline: •ಸುದ್ದಿಮೂಲ ವಾರ್ತೆ, ಹಣ್ಣು ದಾವಣಗೆರೆ, ಅ.20: (20, 448, 164, 459)
